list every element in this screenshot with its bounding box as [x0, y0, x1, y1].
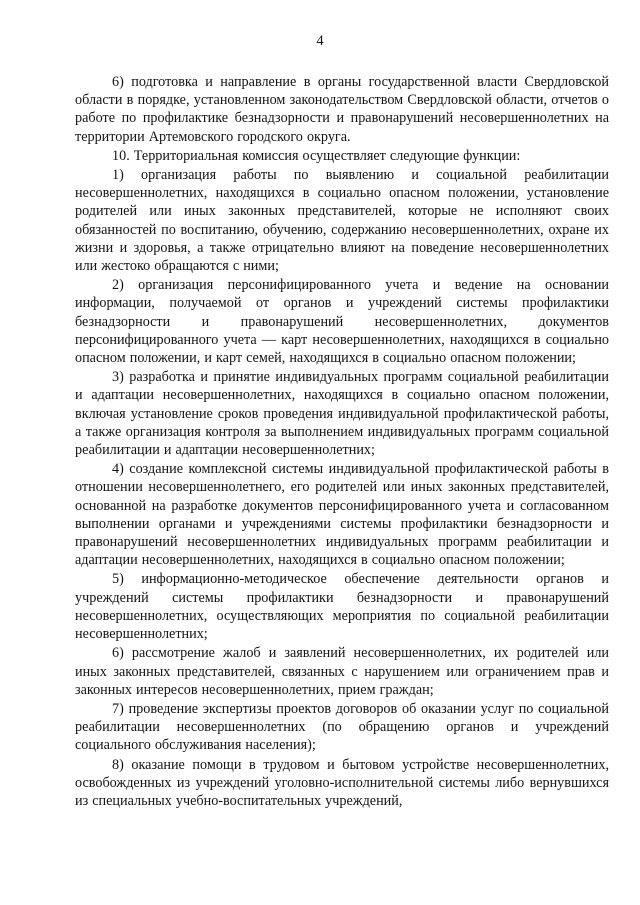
page-number: 4	[316, 33, 324, 49]
paragraph-function-5: 5) информационно-методическое обеспечение деятельности органов и учреждений системы профилактики безнадзорности и правонарушений несовершеннолетних, осуществляющих мероприятия по социальной реабилитации несовершеннолетних;	[75, 571, 609, 643]
paragraph-function-8: 8) оказание помощи в трудовом и бытовом устройстве несовершеннолетних, освобожденных из учреждений уголовно-исполнительной системы либо вернувшихся из специальных учебно-воспитательных учреждений,	[75, 756, 609, 809]
paragraph-function-1: 1) организация работы по выявлению и социальной реабилитации несовершеннолетних, находящихся в социально опасном положении, установление родителей или иных законных представителей, которые не исполняют своих обязанностей по воспитанию, обучению, содержанию несовершеннолетних, охране их жизни и здоровья, а также отрицательно влияют на поведение несовершеннолетних или жестоко обращаются с ними;	[75, 167, 609, 275]
paragraph-section-10-heading: 10. Территориальная комиссия осуществляет следующие функции:	[112, 147, 521, 164]
paragraph-function-6: 6) рассмотрение жалоб и заявлений несовершеннолетних, их родителей или иных законных представителей, связанных с нарушением или ограничением прав и законных интересов несовершеннолетних, прием граждан;	[75, 645, 609, 698]
document-body	[75, 73, 609, 811]
paragraph-function-2: 2) организация персонифицированного учета и ведение на основании информации, получаемой от органов и учреждений системы профилактики безнадзорности и правонарушений несовершеннолетних, документов персонифицированного учета — карт несовершеннолетних, находящихся в социально опасном положении, и карт семей, находящихся в социально опасном положении;	[75, 277, 609, 367]
paragraph-function-4: 4) создание комплексной системы индивидуальной профилактической работы в отношении несовершеннолетнего, его родителей или иных законных представителей, основанной на разработке документов персонифицированного учета и согласованном выполнении органами и учреждениями системы профилактики безнадзорности и правонарушений несовершеннолетних индивидуальных программ реабилитации и адаптации несовершеннолетних, находящихся в социально опасном положении;	[75, 461, 609, 569]
paragraph-function-7: 7) проведение экспертизы проектов договоров об оказании услуг по социальной реабилитации несовершеннолетних (по обращению органов и учреждений социального обслуживания населения);	[75, 700, 609, 754]
paragraph-item-6-reports: 6) подготовка и направление в органы государственной власти Свердловской области в порядке, установленном законодательством Свердловской области, отчетов о работе по профилактике безнадзорности и правонарушений несовершеннолетних на территории Артемовского городского округа.	[75, 74, 609, 145]
paragraph-function-3: 3) разработка и принятие индивидуальных программ социальной реабилитации и адаптации несовершеннолетних, находящихся в социально опасном положении, включая установление сроков проведения индивидуальной профилактической работы, а также организация контроля за выполнением индивидуальных программ социальной реабилитации и адаптации несовершеннолетних;	[75, 369, 609, 459]
